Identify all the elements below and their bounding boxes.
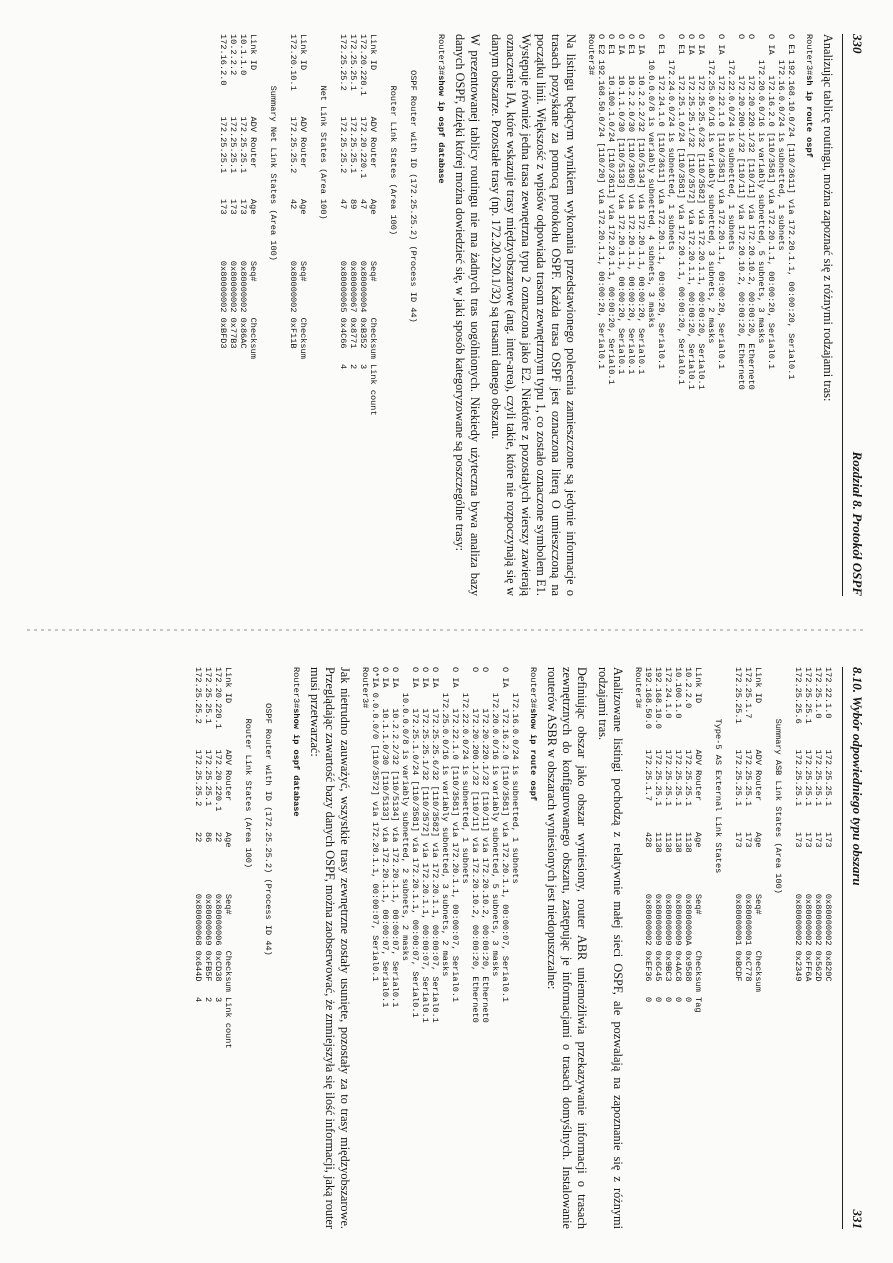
- cli-command: show ip route ospf: [528, 708, 538, 802]
- page-330: [0, 0, 893, 630]
- paragraph-summary: Analizowane listingi pochodzą z relatywnie małej sieci OSPF, ale pozwalają na zapoznanie się z różnymi rodzajami tras.: [596, 667, 625, 1229]
- page-content: [210, 34, 835, 596]
- paragraph-stub-area: Definiując obszar jako obszar wyniesiony, router ABR uniemożliwia przekazywanie informacji o trasach zewnętrznych do konfigurowanego obszaru, zastępując je informacjami o trasach domyślnych. Instalowanie routerów ASBR w obszarach wyniesionych jest niedopuszczalne:: [545, 667, 589, 1229]
- route-table-listing: O E1 192.168.10.0/24 [110/3611] via 172.20.1.1, 00:00:20, Serial0.1 172.16.0.0/24 is subnetted, 1 subnets O IA 172.16.2.0 [110/3581] via 172.20.1.1, 00:00:20, Serial0.1 172.20.0.0/16 is variably subnetted, 5 subnets, 3 masks O 172.20.220.1/32 [110/11] via 172.20.10.2, 00:00:20, Ethernet0 O 172.20.200.1/32 [110/11] via 172.20.10.2, 00:00:20, Ethernet0 172.22.0.0/24 is subnetted, 1 subnets O IA 172.22.1.0 [110/3581] via 172.20.1.1, 00:00:20, Serial0.1 172.25.0.0/16 is variably subnetted, 3 subnets, 2 masks O IA 172.25.25.6/32 [110/3582] via 172.20.1.1, 00:00:20, Serial0.1 O IA 172.25.25.1/32 [110/3572] via 172.20.1.1, 00:00:20, Serial0.1 O E1 172.25.1.0/24 [110/3581] via 172.20.1.1, 00:00:20, Serial0.1 172.24.0.0/24 is subnetted, 1 subnets O E1 172.24.1.0 [110/3611] via 172.20.1.1, 00:00:20, Serial0.1 10.0.0.0/8 is variably subnetted, 4 subnets, 3 masks O IA 10.2.2.2/32 [110/5134] via 172.20.1.1, 00:00:20, Serial0.1 O E1 10.2.2.0/30 [110/3606] via 172.20.1.1, 00:00:20, Serial0.1 O IA 10.1.1.0/30 [110/5133] via 172.20.1.1, 00:00:20, Serial0.1 O E1 10.100.1.0/24 [110/3611] via 172.20.1.1, 00:00:20, Serial0.1 O E2 192.168.50.0/24 [110/20] via 172.20.1.1, 00:00:20, Serial0.1 Router3#: [586, 34, 796, 390]
- ospf-database-continued-listing: 172.22.1.0 172.25.25.1 173 0x80000002 0x820C 172.25.1.0 172.25.25.1 173 0x80000002 0x562D 172.25.25.1 172.25.25.1 173 0x80000002 0xFF6A 172.25.25.6 172.25.25.1 173 0x80000002 0x2349 Summary ASB Link States (Area 100) Link ID ADV Router Age Seq# Checksum 172.25.1.7 172.25.25.1 173 0x80000001 0xC778 172.25.25.1 172.25.25.1 173 0x80000001 0xBCDF Type-5 AS External Link States Link ID ADV Router Age Seq# Checksum Tag 10.2.2.0 172.25.25.1 1138 0x8000000A 0x9588 0 10.100.1.0 172.25.25.1 1138 0x80000009 0x4AC8 0 172.24.1.0 172.25.25.1 1138 0x80000009 0x9BC3 0 192.168.10.0 172.25.25.1 1138 0x80000009 0x6C45 0 192.168.50.0 172.25.1.7 428 0x80000002 0xEF36 0 Router3#: [633, 667, 833, 1013]
- page-content: [185, 667, 835, 1229]
- route-command-line: [528, 667, 538, 1229]
- page-number: 331: [850, 1209, 865, 1229]
- cli-prompt: Router3#: [436, 34, 446, 76]
- page-gutter: [23, 629, 863, 631]
- cli-prompt: Router3#: [291, 667, 301, 709]
- db-command-line: [291, 667, 301, 1229]
- cli-command: sh ip route ospf: [804, 75, 814, 158]
- running-header-right: [842, 667, 865, 1229]
- paragraph-database-intro: W prezentowanej tablicy routingu nie ma żadnych tras uogólnionych. Niekiedy użyteczna bywa analiza bazy danych OSPF, dzięki której można dowiedzieć się, w jaki sposób kategoryzowane są poszczególne trasy:: [453, 34, 482, 596]
- ospf-database-listing: OSPF Router with ID (172.25.25.2) (Process ID 44) Router Link States (Area 100) Link ID ADV Router Age Seq# Checksum Link count 172.20.220.1 172.20.220.1 22 0x80000006 0xCD38 3 172.25.25.1 172.25.25.1 86 0x80000069 0xFB5F 2 172.25.25.2 172.25.25.2 22 0x80000068 0x644D 4: [193, 667, 273, 1049]
- cli-command: show ip ospf database: [291, 708, 301, 817]
- running-header-left: [842, 34, 865, 596]
- intro-paragraph: Analizując tablicę routingu, można zapoznać się z różnymi rodzajami tras:: [821, 34, 835, 402]
- section-title: 8.10. Wybór odpowiedniego typu obszaru: [850, 667, 865, 886]
- db-command-line: [436, 34, 446, 596]
- route-table-listing: 172.16.0.0/24 is subnetted, 1 subnets O IA 172.16.2.0 [110/3581] via 172.20.1.1, 00:00:07, Serial0.1 172.20.0.0/16 is variably subnetted, 5 subnets, 3 masks O 172.20.220.1/32 [110/11] via 172.20.10.2, 00:00:20, Ethernet0 O 172.20.200.1/32 [110/11] via 172.20.10.2, 00:00:20, Ethernet0 172.22.0.0/24 is subnetted, 1 subnets O IA 172.22.1.0 [110/3581] via 172.20.1.1, 00:00:07, Serial0.1 172.25.0.0/16 is variably subnetted, 3 subnets, 2 masks O IA 172.25.25.6/32 [110/3582] via 172.20.1.1, 00:00:07, Serial0.1 O IA 172.25.25.1/32 [110/3572] via 172.20.1.1, 00:00:07, Serial0.1 O IA 172.25.1.0/24 [110/3581] via 172.20.1.1, 00:00:07, Serial0.1 10.0.0.0/8 is variably subnetted, 2 subnets, 2 masks O IA 10.2.2.2/32 [110/5134] via 172.20.1.1, 00:00:07, Serial0.1 O IA 10.1.1.0/30 [110/5133] via 172.20.1.1, 00:00:07, Serial0.1 O*IA 0.0.0.0/0 [110/3572] via 172.20.1.1, 00:00:07, Serial0.1 Router3#: [360, 667, 520, 1023]
- route-command-line: [804, 34, 814, 596]
- cli-prompt: Router3#: [804, 34, 814, 76]
- cli-command: show ip ospf database: [436, 75, 446, 184]
- page-number: 330: [850, 34, 865, 54]
- paragraph-route-explanation: Na listingu będącym wynikiem wykonania przedstawionego polecenia zamieszczone są jedynie informacje o trasach pozyskane za pomocą protokołu OSPF. Każda trasa OSPF jest oznaczona literą O umieszczoną na początku linii. Większość z wpisów odpowiada trasom zewnętrznym typu 1, co zostało oznaczone symbolem E1. Występuje również jedna trasa zewnętrzna typu 2 oznaczona jako E2. Niektóre z pozostałych wierszy zawierają oznaczenie IA, które wskazuje trasy międzyobszarowe (ang. inter-area), czyli takie, które nie rozpoczynają się w danym obszarze. Pozostałe trasy (np. 172.20.220.1/32) są trasami danego obszaru.: [489, 34, 578, 596]
- cli-prompt: Router3#: [528, 667, 538, 709]
- chapter-title: Rozdział 8. Protokół OSPF: [850, 451, 865, 596]
- paragraph-observation: Jak nietrudno zauważyć, wszystkie trasy zewnętrzne zostały usunięte, pozostały za to trasy międzyobszarowe. Przeglądając zawartość bazy danych OSPF, można zaobserwować, że zmniejszyła się ilość informacji, jaką router musi przetwarzać:: [308, 667, 352, 1229]
- page-331: [0, 633, 893, 1263]
- ospf-database-listing: OSPF Router with ID (172.25.25.2) (Process ID 44) Router Link States (Area 100) Link ID ADV Router Age Seq# Checksum Link count 172.20.220.1 172.20.220.1 47 0x80000004 0xB352 3 172.25.25.1 172.25.25.1 89 0x80000067 0x8771 2 172.25.25.2 172.25.25.2 47 0x80000065 0x4C66 4 Net Link States (Area 100) Link ID ADV Router Age Seq# Checksum 172.20.10.1 172.25.25.2 42 0x80000002 0xF11B Summary Net Link States (Area 100) Link ID ADV Router Age Seq# Checksum 10.1.1.0 172.25.25.1 173 0x80000002 0x86AC 10.2.2.2 172.25.25.1 173 0x80000002 0x77B3 172.16.2.0 172.25.25.1 173 0x80000002 0xBFD3: [218, 34, 418, 416]
